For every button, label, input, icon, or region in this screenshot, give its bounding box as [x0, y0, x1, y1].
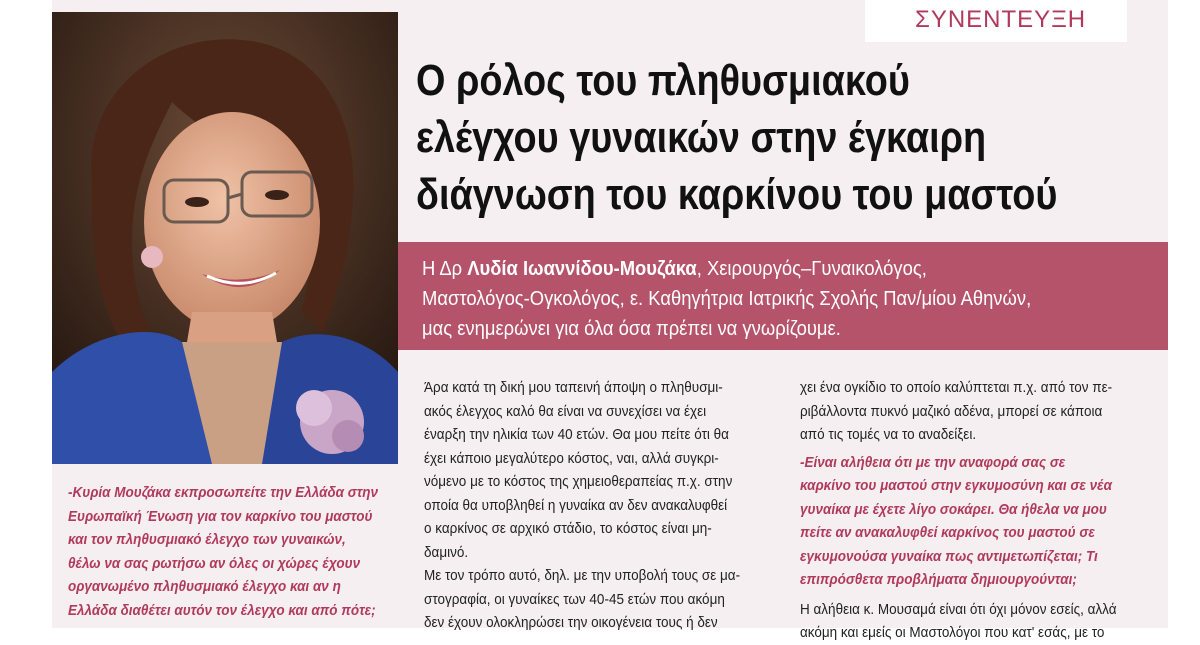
- title-line: ελέγχου γυναικών στην έγκαιρη: [416, 113, 987, 162]
- portrait-photo: [52, 12, 398, 464]
- middle-column: [424, 376, 784, 635]
- question-line: καρκίνο του μαστού στην εγκυμοσύνη και σε νέα: [800, 477, 1112, 494]
- right-question: [800, 451, 1160, 592]
- body-line: νόμενο με το κόστος της χημειοθεραπείας π.χ. στην: [424, 473, 733, 490]
- body-line: χει ένα ογκίδιο το οποίο καλύπτεται π.χ. από τον πε-: [800, 379, 1113, 396]
- question-line: γυναίκα με έχετε λίγο σοκάρει. Θα ήθελα να μου: [800, 500, 1107, 518]
- lead-line: [422, 254, 1121, 284]
- body-line: ο καρκίνος σε αρχικό στάδιο, το κόστος είναι μη-: [424, 520, 712, 537]
- lead-box: [398, 242, 1168, 350]
- body-line: οποία θα υποβληθεί η γυναίκα αν δεν ανακαλυφθεί: [424, 496, 728, 514]
- question-line: οργανωμένο πληθυσμιακό έλεγχο και αν η: [68, 578, 341, 595]
- section-label: ΣΥΝΕΝΤΕΥΞΗ: [915, 6, 1087, 33]
- question-line: εγκυμονούσα γυναίκα πως αντιμετωπίζεται; Τι: [800, 547, 1098, 565]
- title-line: Ο ρόλος του πληθυσμιακού: [416, 56, 910, 105]
- lead-line: Μαστολόγος-Ογκολόγος, ε. Καθηγήτρια Ιατρικής Σχολής Παν/μίου Αθηνών,: [422, 288, 1032, 310]
- section-tag: [865, 0, 1127, 42]
- lead-text: [422, 254, 1121, 344]
- body-line: δεν έχουν ολοκληρώσει την οικογένεια τους ή δεν: [424, 614, 718, 631]
- lead-pre: Η Δρ: [422, 258, 468, 280]
- right-column: [800, 376, 1160, 645]
- body-line: από τις τομές να το αναδείξει.: [800, 426, 977, 443]
- title-line: διάγνωση του καρκίνου του μαστού: [416, 170, 1058, 219]
- body-line: ριβάλλοντα πυκνό μαζικό αδένα, μπορεί σε κάποια: [800, 402, 1103, 420]
- body-line: Η αλήθεια κ. Μουσαμά είναι ότι όχι μόνον εσείς, αλλά: [800, 600, 1117, 618]
- question-line: επιπρόσθετα προβλήματα δημιουργούνται;: [800, 571, 1077, 588]
- question-line: πείτε αν ανακαλυφθεί καρκίνος του μαστού σε: [800, 524, 1095, 541]
- lead-line: μας ενημερώνει για όλα όσα πρέπει να γνωρίζουμε.: [422, 318, 841, 340]
- left-question: [68, 481, 401, 622]
- question-line: θέλω να σας ρωτήσω αν όλες οι χώρες έχουν: [68, 554, 361, 572]
- body-line: έχει κάποιο μεγαλύτερο κόστος, ναι, αλλά συγκρι-: [424, 449, 719, 467]
- body-line: ακός έλεγχος καλό θα είναι να συνεχίσει να έχει: [424, 402, 707, 420]
- portrait-illustration: [52, 12, 398, 464]
- lead-post: , Χειρουργός–Γυναικολόγος,: [696, 258, 927, 280]
- question-line: Ευρωπαϊκή Ένωση για τον καρκίνο του μαστού: [68, 507, 373, 525]
- question-line: -Κυρία Μουζάκα εκπροσωπείτε την Ελλάδα στην: [68, 484, 379, 501]
- body-line: στογραφία, οι γυναίκες των 40-45 ετών που ακόμη: [424, 590, 725, 608]
- question-line: και τον πληθυσμιακό έλεγχο των γυναικών,: [68, 531, 346, 548]
- article-title: [416, 52, 1058, 223]
- question-line: Ελλάδα διαθέτει αυτόν τον έλεγχο και από πότε;: [68, 601, 376, 619]
- right-answer: [800, 598, 1160, 645]
- author-name: Λυδία Ιωαννίδου-Μουζάκα: [467, 258, 697, 280]
- body-line: Άρα κατά τη δική μου ταπεινή άποψη ο πληθυσμι-: [424, 379, 723, 396]
- body-line: έναρξη την ηλικία των 40 ετών. Θα μου πείτε ότι θα: [424, 426, 729, 443]
- body-line: Με τον τρόπο αυτό, δηλ. με την υποβολή τους σε μα-: [424, 567, 741, 584]
- body-line: δαμινό.: [424, 543, 469, 561]
- body-line: ακόμη και εμείς οι Μαστολόγοι που κατ' εσάς, με το: [800, 624, 1105, 641]
- question-line: -Είναι αλήθεια ότι με την αναφορά σας σε: [800, 453, 1066, 471]
